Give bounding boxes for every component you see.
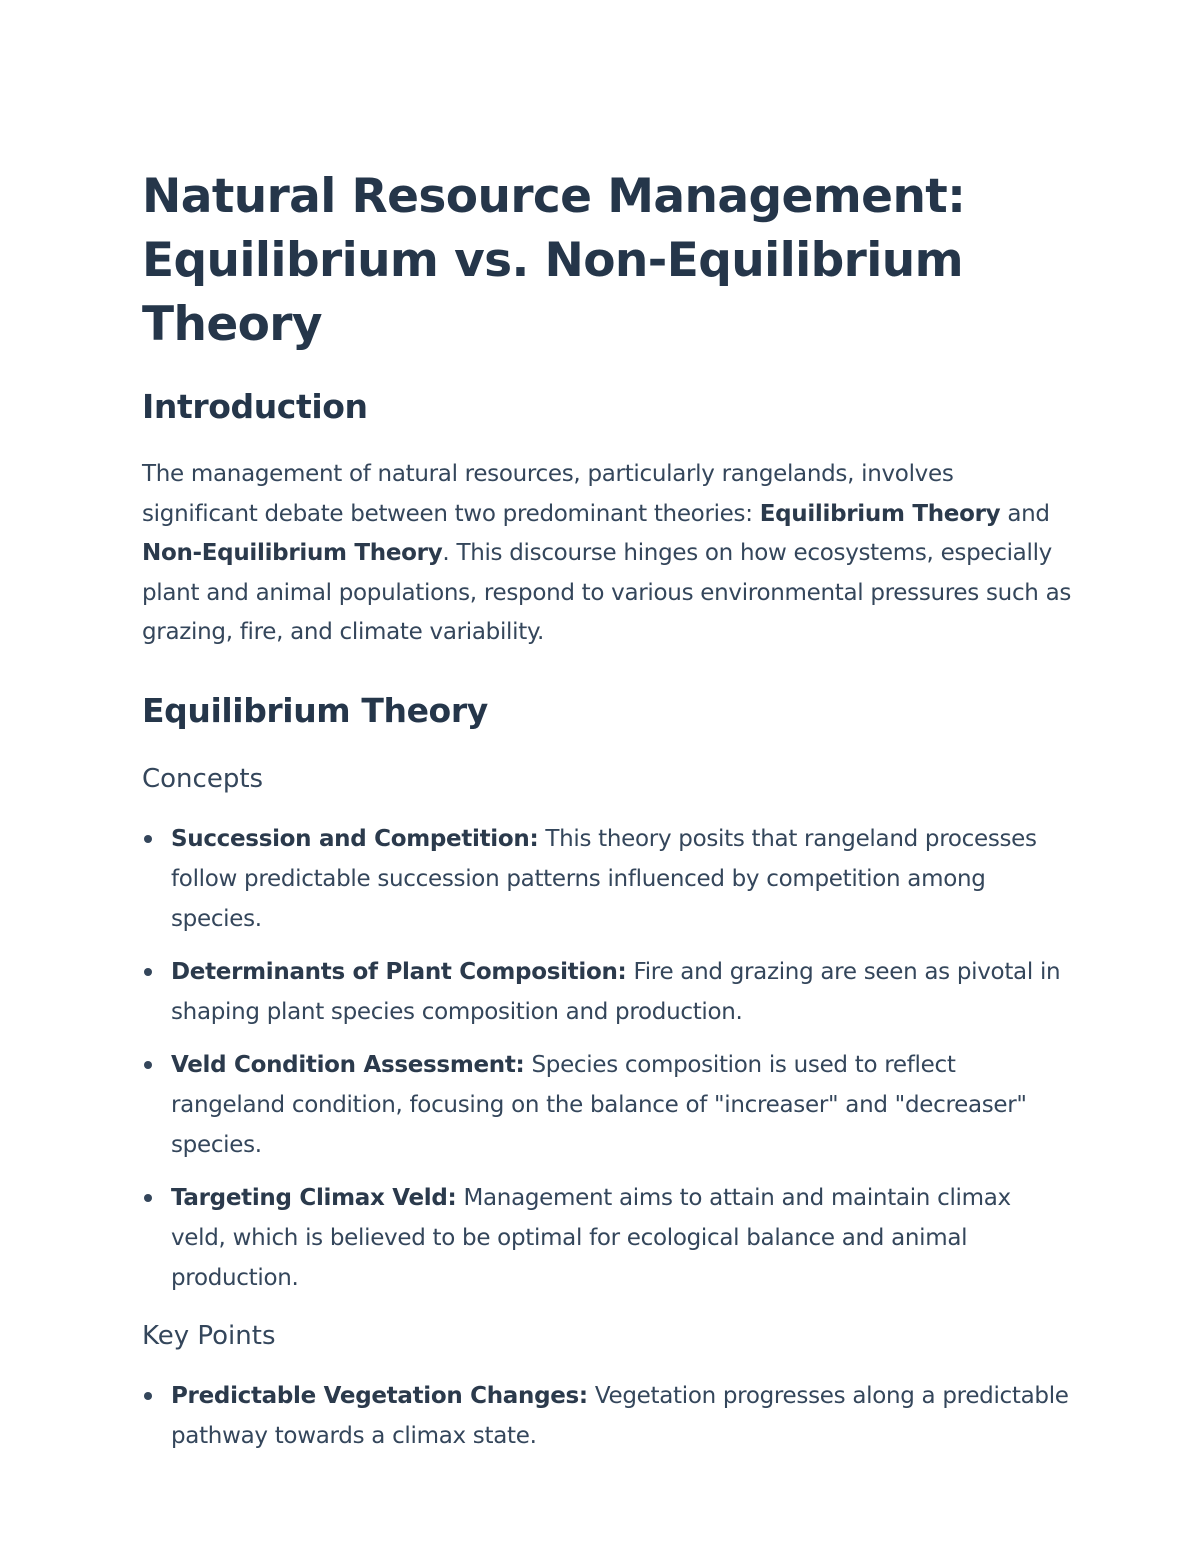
list-item-term: Veld Condition Assessment: <box>171 1051 525 1078</box>
document-title <box>142 165 1072 357</box>
list-item-term: Targeting Climax Veld: <box>171 1184 457 1211</box>
list-item-term: Predictable Vegetation Changes: <box>171 1382 588 1409</box>
concepts-list <box>142 819 1072 1298</box>
list-item-text: Management aims to attain and maintain climax veld, which is believed to be optimal for ecological balance and animal production. <box>171 1184 1011 1291</box>
list-item <box>142 952 1072 1032</box>
list-item-text: Vegetation progresses along a predictable pathway towards a climax state. <box>171 1382 1069 1449</box>
list-item <box>142 819 1072 939</box>
key-points-list <box>142 1376 1072 1456</box>
list-item <box>142 1178 1072 1298</box>
list-item <box>142 1376 1072 1456</box>
introduction-heading: Introduction <box>142 387 368 426</box>
bullet-icon <box>144 968 152 976</box>
intro-text-2: and <box>1000 500 1050 527</box>
intro-text-1: The management of natural resources, particularly rangelands, involves significant debate between two predominant theories: <box>142 461 954 527</box>
bullet-icon <box>144 835 152 843</box>
key-points-heading: Key Points <box>142 1320 276 1351</box>
list-item-text: This theory posits that rangeland processes follow predictable succession patterns influenced by competition among species. <box>171 825 1037 932</box>
intro-bold-equilibrium: Equilibrium Theory <box>759 500 1001 527</box>
list-item-text: Fire and grazing are seen as pivotal in shaping plant species composition and production. <box>171 958 1061 1025</box>
list-item <box>142 1045 1072 1165</box>
list-item-term: Determinants of Plant Composition: <box>171 958 627 985</box>
equilibrium-theory-heading: Equilibrium Theory <box>142 690 488 730</box>
title-line-1: Natural Resource Management: <box>142 169 966 224</box>
bullet-icon <box>144 1061 152 1069</box>
bullet-icon <box>144 1194 152 1202</box>
concepts-heading: Concepts <box>142 763 264 794</box>
title-line-2: Equilibrium vs. Non-Equilibrium Theory <box>142 233 963 352</box>
intro-bold-non-equilibrium: Non-Equilibrium Theory <box>142 540 443 566</box>
list-item-term: Succession and Competition: <box>171 825 539 852</box>
introduction-paragraph <box>142 455 1072 653</box>
bullet-icon <box>144 1392 152 1400</box>
intro-text-3: . This discourse hinges on how ecosystems, especially plant and animal populations, respond to various environmental pressures such as grazing, fire, and climate variability. <box>142 540 1072 645</box>
document-page <box>142 165 1072 1456</box>
list-item-text: Species composition is used to reflect rangeland condition, focusing on the balance of "increaser" and "decreaser" species. <box>171 1051 1027 1158</box>
